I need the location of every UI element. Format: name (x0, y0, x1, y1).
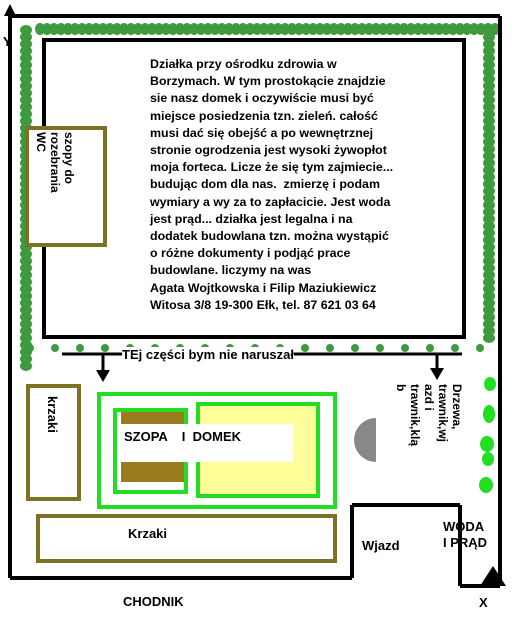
note-line: sie nasz domek i oczywiście musi być (150, 91, 374, 106)
hedge-blob (26, 344, 34, 352)
bushes-left-label: krzaki (45, 396, 60, 433)
shed-house-label: SZOPA I DOMEK (124, 429, 242, 444)
hedge-blob (326, 344, 334, 352)
trees-label: Drzewa, trawnik,wj azd i trawnik,klą b (394, 384, 464, 447)
note-line: Witosa 3/8 19-300 Ełk, tel. 87 621 03 64 (150, 297, 376, 312)
hedge-blob (451, 344, 459, 352)
note-line: miejsce posiedzenia tzn. zieleń. całość (150, 108, 378, 123)
main-note-text (150, 56, 460, 314)
hedge-blob (351, 344, 359, 352)
tree-icon (479, 477, 493, 493)
note-line: dodatek budowlana tzn. można wystąpić (150, 229, 389, 244)
bushes-bottom-label: Krzaki (128, 526, 168, 541)
note-line: musi dać się obejść a po wewnętrznej (150, 125, 374, 140)
hedge-blob (483, 333, 495, 343)
tree-icon (484, 377, 496, 391)
hedge-blob (76, 344, 84, 352)
bushes-bottom-box (38, 516, 335, 561)
note-line: budowlane. liczymy na was (150, 263, 312, 278)
arrow-down-icon (96, 370, 110, 382)
sidewalk-label: CHODNIK (123, 594, 184, 609)
hedge-blob (426, 344, 434, 352)
note-line: moja forteca. Licze że się tym zajmiecie... (150, 160, 394, 175)
note-line: jest prąd... działka jest legalna i na (150, 211, 353, 226)
utilities-label: WODA I PRĄD (443, 519, 488, 550)
note-line: Agata Wojtkowska i Filip Maziukiewicz (150, 280, 377, 295)
note-line: Borzymach. W tym prostokącie znajdzie (150, 74, 386, 89)
note-line: wymiary a wy za to zapłacicie. Jest woda (150, 194, 391, 209)
stone-icon (354, 418, 376, 462)
x-axis-label: X (479, 595, 488, 610)
note-line: budując dom dla nas. zmierzę i podam (150, 177, 380, 192)
hedge-blob (301, 344, 309, 352)
tree-icon (482, 452, 494, 466)
y-axis-arrow-icon (4, 4, 16, 16)
driveway-label: Wjazd (362, 538, 400, 553)
x-axis-arrow-icon (480, 566, 506, 586)
hedge-blob (20, 361, 32, 371)
hedge-blob (401, 344, 409, 352)
sheds-label: szopy do rozebrania WC (34, 132, 76, 193)
note-line: o różne dokumenty i podjąć prace (150, 246, 351, 261)
hedge-blob (476, 344, 484, 352)
tree-icon (483, 405, 495, 423)
hedge-blob (376, 344, 384, 352)
hedge-blob (51, 344, 59, 352)
tree-icon (480, 436, 494, 452)
trees-group (479, 377, 496, 493)
y-axis-label: Y (3, 34, 12, 49)
note-line: stronie ogrodzenia jest wysoki żywopłot (150, 143, 387, 158)
note-line: Działka przy ośrodku zdrowia w (150, 57, 337, 71)
hedge-blob (101, 344, 109, 352)
arrow-down-icon (430, 368, 444, 380)
do-not-touch-label: TEj części bym nie naruszał (122, 347, 294, 362)
